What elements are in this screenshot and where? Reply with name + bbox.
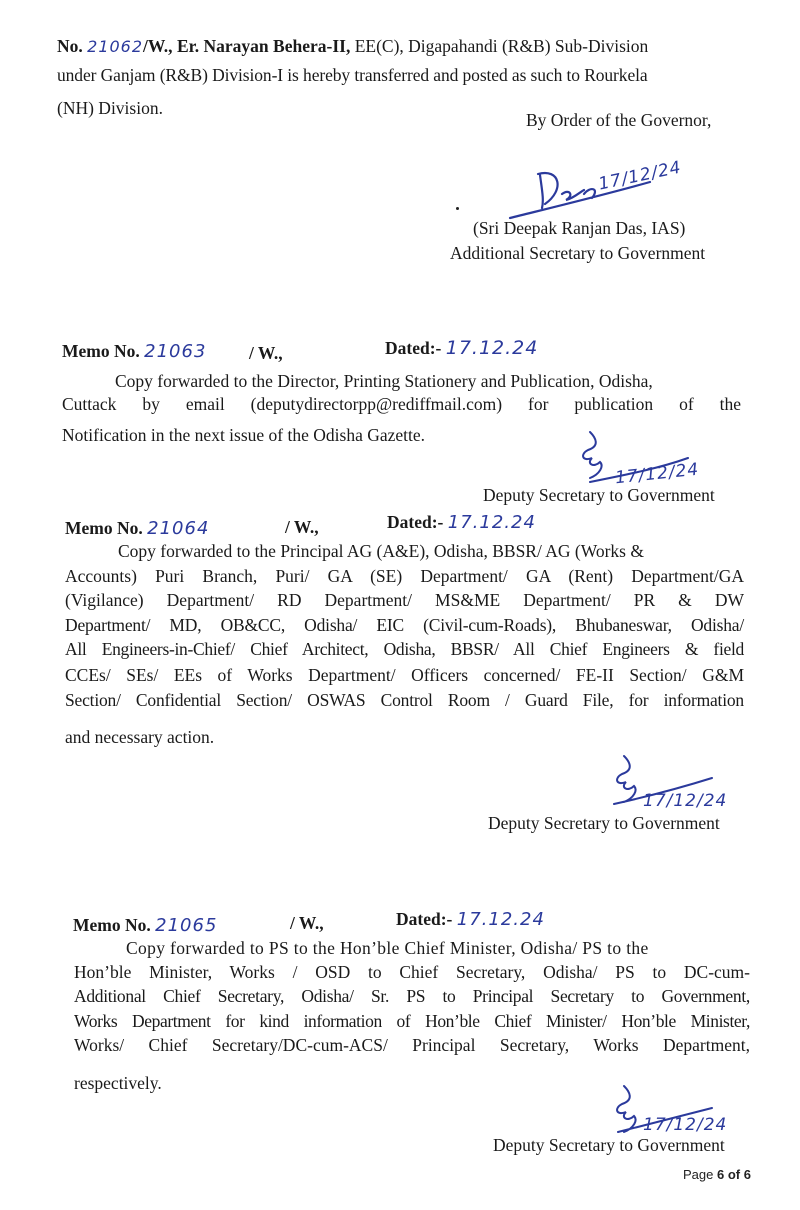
order-no-suffix: /W., xyxy=(143,36,173,56)
memo-1-line-2: Cuttack by email (deputydirectorpp@rediffmail.com) for publication of the xyxy=(62,394,741,414)
memo-1-dated-label: Dated:- xyxy=(385,338,442,358)
memo-3-line-5: Works/ Chief Secretary/DC-cum-ACS/ Principal Secretary, Works Department, xyxy=(74,1035,750,1055)
memo-2-line-8: and necessary action. xyxy=(65,727,215,747)
memo-1-header xyxy=(62,343,206,361)
memo-1-suffix: / W., xyxy=(249,343,283,363)
memo-2-label: Memo No. xyxy=(65,518,143,538)
order-line-1-rest: EE(C), Digapahandi (R&B) Sub-Division xyxy=(354,36,649,56)
page-total: 6 xyxy=(743,1167,751,1182)
signatory-title-additional-secretary: Additional Secretary to Government xyxy=(450,243,706,263)
signature-dot xyxy=(456,207,459,210)
signature-date-additional-secretary: 17/12/24 xyxy=(596,157,684,195)
page-prefix: Page xyxy=(683,1167,714,1182)
memo-3-dated-label: Dated:- xyxy=(396,909,453,929)
signatory-name: (Sri Deepak Ranjan Das, IAS) xyxy=(473,218,686,238)
order-no-handwritten: 21062 xyxy=(87,37,144,56)
signature-date-deputy-3: 17/12/24 xyxy=(643,1115,728,1135)
memo-3-header xyxy=(73,917,217,935)
memo-3-line-6: respectively. xyxy=(74,1073,162,1093)
memo-1-line-3: Notification in the next issue of the Odisha Gazette. xyxy=(62,425,426,445)
memo-2-line-1: Copy forwarded to the Principal AG (A&E), Odisha, BBSR/ AG (Works & xyxy=(118,541,644,561)
memo-3-date: 17.12.24 xyxy=(456,909,545,930)
memo-1-number: 21063 xyxy=(144,341,207,362)
memo-2-line-6: CCEs/ SEs/ EEs of Works Department/ Officers concerned/ FE-II Section/ G&M xyxy=(65,665,744,685)
memo-3-line-2: Hon’ble Minister, Works / OSD to Chief Secretary, Odisha/ PS to DC-cum- xyxy=(74,962,750,982)
memo-2-header xyxy=(65,520,209,538)
memo-3-suffix: / W., xyxy=(290,913,324,933)
memo-3-line-4: Works Department for kind information of Hon’ble Chief Minister/ Hon’ble Minister, xyxy=(74,1011,750,1031)
page-current: 6 xyxy=(717,1167,725,1182)
memo-2-line-7: Section/ Confidential Section/ OSWAS Control Room / Guard File, for information xyxy=(65,690,744,710)
page-of: of xyxy=(727,1167,741,1182)
memo-3-label: Memo No. xyxy=(73,915,151,935)
memo-2-line-2: Accounts) Puri Branch, Puri/ GA (SE) Department/ GA (Rent) Department/GA xyxy=(65,566,744,586)
signatory-title-deputy-2: Deputy Secretary to Government xyxy=(488,813,720,833)
memo-2-line-5: All Engineers-in-Chief/ Chief Architect, Odisha, BBSR/ All Chief Engineers & field xyxy=(65,639,744,659)
memo-3-line-1: Copy forwarded to PS to the Hon’ble Chief Minister, Odisha/ PS to the xyxy=(126,938,649,958)
order-no-prefix: No. xyxy=(57,36,83,56)
memo-2-dated-label: Dated:- xyxy=(387,512,444,532)
memo-2-line-3: (Vigilance) Department/ RD Department/ MS&ME Department/ PR & DW xyxy=(65,590,744,610)
officer-name: Er. Narayan Behera-II, xyxy=(176,36,351,56)
order-line-1 xyxy=(57,38,735,56)
memo-1-label: Memo No. xyxy=(62,341,140,361)
memo-3-number: 21065 xyxy=(155,915,218,936)
memo-1-line-1: Copy forwarded to the Director, Printing Stationery and Publication, Odisha, xyxy=(115,371,653,391)
signature-date-deputy-2: 17/12/24 xyxy=(643,791,728,811)
signature-date-deputy-1: 17/12/24 xyxy=(614,459,701,489)
memo-2-dated xyxy=(387,514,536,532)
memo-2-line-4: Department/ MD, OB&CC, Odisha/ EIC (Civil-cum-Roads), Bhubaneswar, Odisha/ xyxy=(65,615,744,635)
order-line-3: (NH) Division. xyxy=(57,98,163,118)
memo-2-suffix: / W., xyxy=(285,517,319,537)
memo-2-number: 21064 xyxy=(147,518,210,539)
memo-3-dated xyxy=(396,911,545,929)
memo-1-dated xyxy=(385,339,538,358)
signatory-title-deputy-1: Deputy Secretary to Government xyxy=(483,485,715,505)
page-number xyxy=(683,1167,751,1182)
memo-1-date: 17.12.24 xyxy=(445,337,539,359)
memo-2-date: 17.12.24 xyxy=(447,512,536,533)
signatory-title-deputy-3: Deputy Secretary to Government xyxy=(493,1135,725,1155)
order-line-2: under Ganjam (R&B) Division-I is hereby transferred and posted as such to Rourkela xyxy=(57,65,648,85)
memo-3-line-3: Additional Chief Secretary, Odisha/ Sr. PS to Principal Secretary to Government, xyxy=(74,986,750,1006)
by-order-of-governor: By Order of the Governor, xyxy=(526,110,712,130)
